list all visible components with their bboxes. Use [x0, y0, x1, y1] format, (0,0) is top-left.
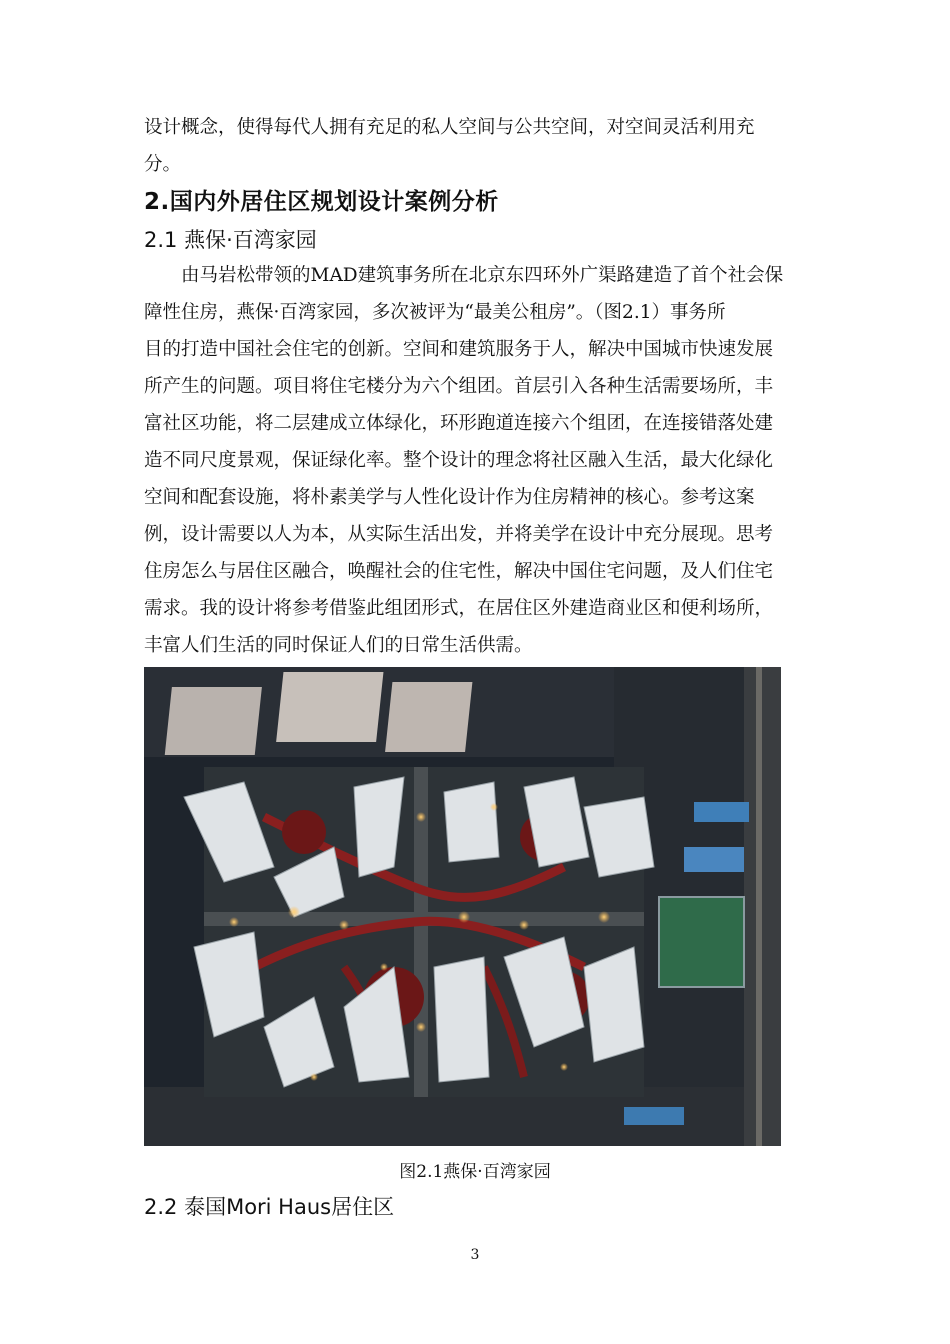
body-paragraph	[144, 257, 808, 664]
subsection-heading-2-1: 2.1 燕保·百湾家园	[144, 228, 317, 252]
body-line: 由马岩松带领的MAD建筑事务所在北京东四环外广渠路建造了首个社会保	[181, 265, 784, 286]
body-line: 障性住房，燕保·百湾家园，多次被评为“最美公租房”。（图2.1）事务所	[144, 302, 726, 323]
body-line: 所产生的问题。项目将住宅楼分为六个组团。首层引入各种生活需要场所，丰	[144, 376, 774, 397]
aerial-photo-figure	[144, 667, 781, 1146]
body-line: 例，设计需要以人为本，从实际生活出发，并将美学在设计中充分展现。思考	[144, 524, 774, 545]
page-number: 3	[470, 1247, 480, 1263]
body-line: 造不同尺度景观，保证绿化率。整个设计的理念将社区融入生活，最大化绿化	[144, 450, 774, 471]
intro-line: 设计概念，使得每代人拥有充足的私人空间与公共空间，对空间灵活利用充	[144, 117, 755, 138]
body-line: 住房怎么与居住区融合，唤醒社会的住宅性，解决中国住宅问题，及人们住宅	[144, 561, 774, 582]
body-line: 需求。我的设计将参考借鉴此组团形式，在居住区外建造商业区和便利场所，	[144, 598, 774, 619]
intro-paragraph	[144, 109, 808, 183]
body-line: 富社区功能，将二层建成立体绿化，环形跑道连接六个组团，在连接错落处建	[144, 413, 774, 434]
intro-line: 分。	[144, 154, 182, 175]
section-heading: 2.国内外居住区规划设计案例分析	[144, 189, 499, 215]
subsection-heading-2-2: 2.2 泰国Mori Haus居住区	[144, 1195, 395, 1219]
body-line: 丰富人们生活的同时保证人们的日常生活供需。	[144, 635, 533, 656]
aerial-photo	[144, 667, 781, 1146]
body-line: 目的打造中国社会住宅的创新。空间和建筑服务于人，解决中国城市快速发展	[144, 339, 774, 360]
figure-caption: 图2.1燕保·百湾家园	[399, 1162, 551, 1182]
body-line: 空间和配套设施，将朴素美学与人性化设计作为住房精神的核心。参考这案	[144, 487, 755, 508]
